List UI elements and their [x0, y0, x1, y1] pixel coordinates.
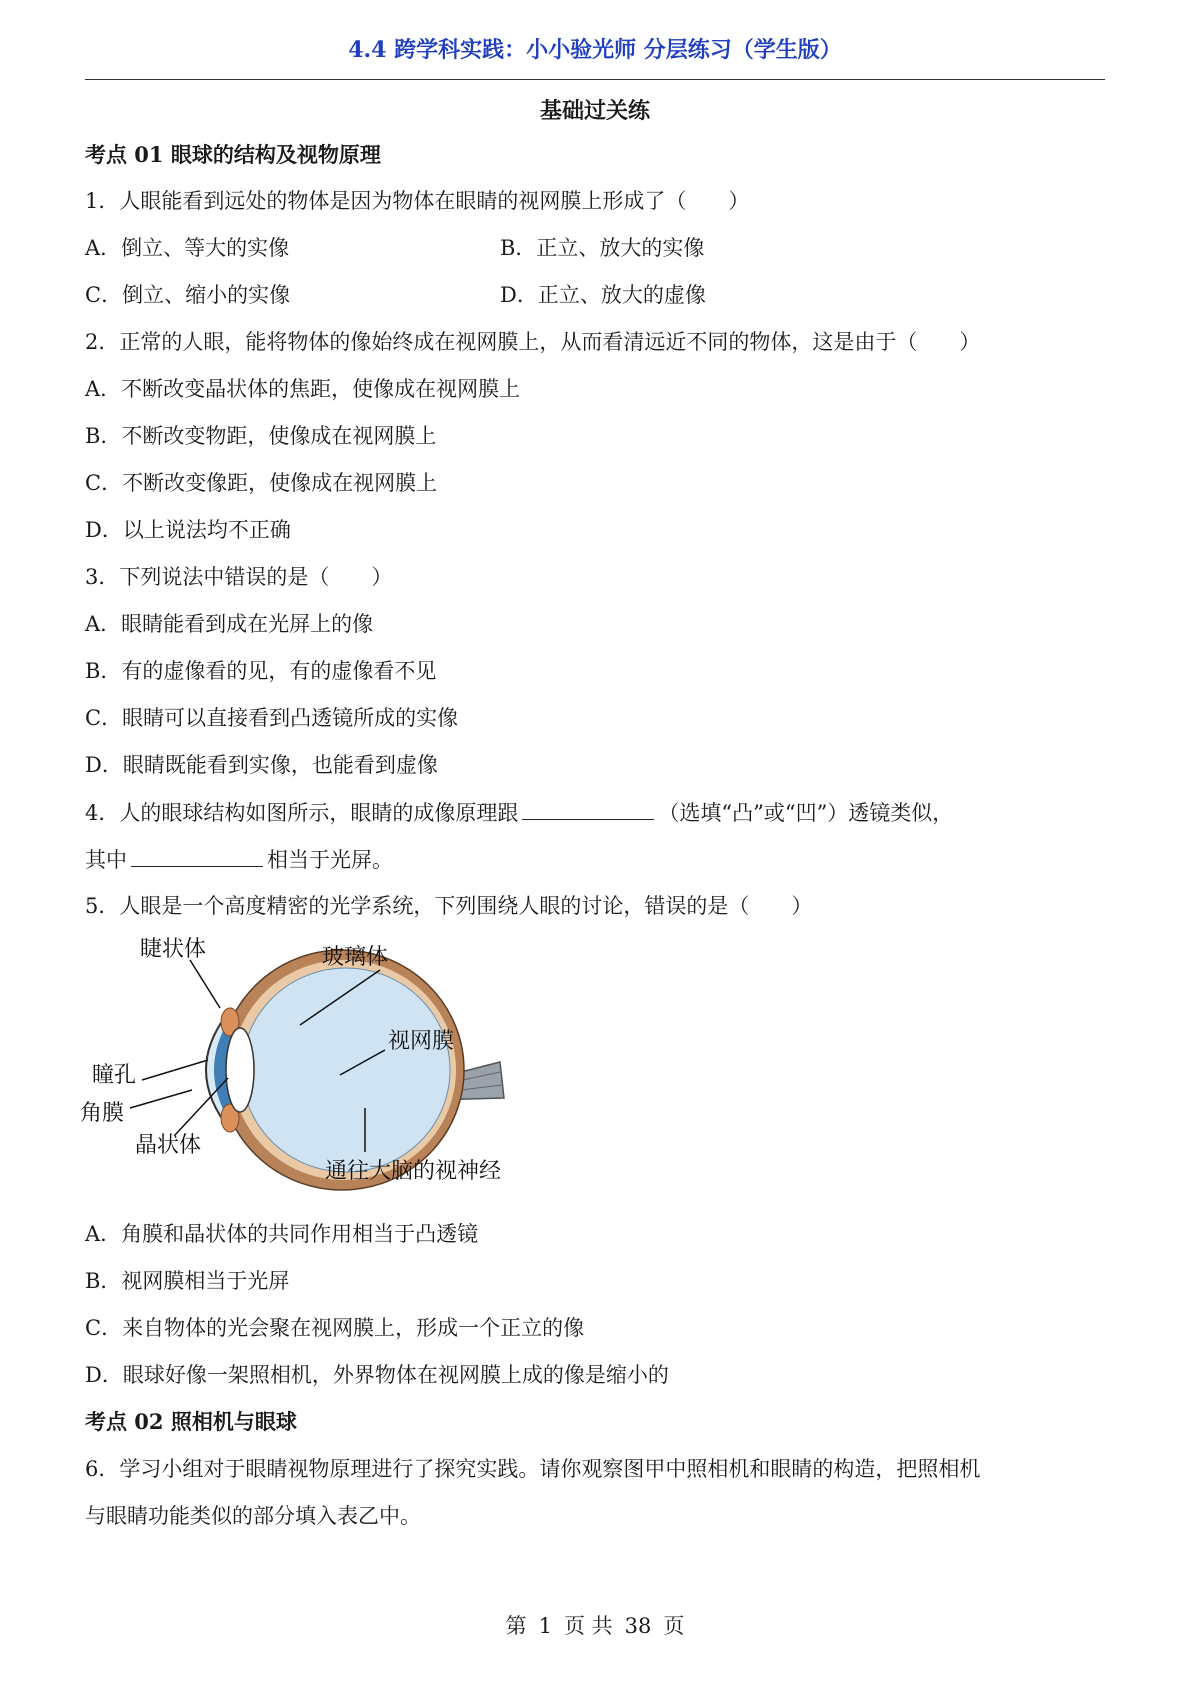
leader-line-pupil	[142, 1060, 208, 1080]
question-5-option-d: D．眼球好像一架照相机，外界物体在视网膜上成的像是缩小的	[85, 1363, 669, 1387]
question-6-line-1: 6．学习小组对于眼睛视物原理进行了探究实践。请你观察图甲中照相机和眼睛的构造，把照相机	[85, 1457, 981, 1481]
question-4-line-2	[85, 844, 393, 875]
question-2-option-b: B．不断改变物距，使像成在视网膜上	[85, 424, 437, 448]
label-ciliary-body: 睫状体	[140, 937, 207, 962]
question-4-text-d: 相当于光屏。	[267, 848, 393, 872]
topic-heading-1: 考点 01 眼球的结构及视物原理	[85, 142, 381, 167]
question-2-option-c: C．不断改变像距，使像成在视网膜上	[85, 471, 438, 495]
question-6-line-2: 与眼睛功能类似的部分填入表乙中。	[85, 1504, 421, 1528]
label-vitreous-body: 玻璃体	[322, 945, 389, 970]
question-3-stem: 3．下列说法中错误的是（ ）	[85, 565, 393, 589]
footer-suffix: 页	[663, 1614, 685, 1638]
header-divider	[85, 79, 1105, 80]
question-3-option-a: A．眼睛能看到成在光屏上的像	[85, 612, 374, 636]
label-lens: 晶状体	[135, 1133, 202, 1158]
page-footer	[0, 1610, 1190, 1640]
footer-mid: 页 共	[563, 1614, 613, 1638]
leader-line-cornea	[130, 1090, 192, 1108]
question-1-option-d: D．正立、放大的虚像	[500, 283, 706, 307]
footer-total-pages: 38	[624, 1614, 652, 1638]
question-3-option-c: C．眼睛可以直接看到凸透镜所成的实像	[85, 706, 459, 730]
question-1-option-a: A．倒立、等大的实像	[85, 236, 290, 260]
label-retina: 视网膜	[388, 1029, 455, 1054]
question-3-option-b: B．有的虚像看的见，有的虚像看不见	[85, 659, 437, 683]
label-pupil: 瞳孔	[92, 1063, 137, 1088]
question-4-blank-2[interactable]	[131, 844, 263, 867]
label-optic-nerve: 通往大脑的视神经	[325, 1159, 502, 1184]
footer-prefix: 第	[505, 1614, 527, 1638]
question-5-stem: 5．人眼是一个高度精密的光学系统，下列围绕人眼的讨论，错误的是（ ）	[85, 894, 813, 918]
leader-line-ciliary	[190, 960, 220, 1008]
question-4-blank-1[interactable]	[522, 797, 654, 820]
question-3-option-d: D．眼睛既能看到实像，也能看到虚像	[85, 753, 438, 777]
question-5-option-b: B．视网膜相当于光屏	[85, 1269, 290, 1293]
topic-heading-2: 考点 02 照相机与眼球	[85, 1409, 297, 1434]
question-5-option-c: C．来自物体的光会聚在视网膜上，形成一个正立的像	[85, 1316, 585, 1340]
question-1-option-c: C．倒立、缩小的实像	[85, 283, 291, 307]
question-4-text-c: 其中	[85, 848, 127, 872]
question-1-stem: 1．人眼能看到远处的物体是因为物体在眼睛的视网膜上形成了（ ）	[85, 189, 750, 213]
question-5-option-a: A．角膜和晶状体的共同作用相当于凸透镜	[85, 1222, 479, 1246]
footer-page-number: 1	[538, 1614, 552, 1638]
document-header-title: 4.4 跨学科实践：小小验光师 分层练习（学生版）	[348, 37, 842, 63]
question-2-option-d: D．以上说法均不正确	[85, 518, 291, 542]
question-4-text-a: 4．人的眼球结构如图所示，眼睛的成像原理跟	[85, 801, 519, 825]
lens-shape	[226, 1028, 254, 1112]
question-4-line-1	[85, 797, 953, 828]
question-2-stem: 2．正常的人眼，能将物体的像始终成在视网膜上，从而看清远近不同的物体，这是由于（ ）	[85, 330, 981, 354]
label-cornea: 角膜	[80, 1101, 125, 1126]
question-4-text-b: （选填“凸”或“凹”）透镜类似，	[658, 801, 954, 825]
question-2-option-a: A．不断改变晶状体的焦距，使像成在视网膜上	[85, 377, 521, 401]
question-1-option-b: B．正立、放大的实像	[500, 236, 705, 260]
eyeball-structure-figure	[80, 930, 570, 1200]
section-title: 基础过关练	[539, 98, 650, 124]
vitreous-body-shape	[242, 968, 450, 1172]
